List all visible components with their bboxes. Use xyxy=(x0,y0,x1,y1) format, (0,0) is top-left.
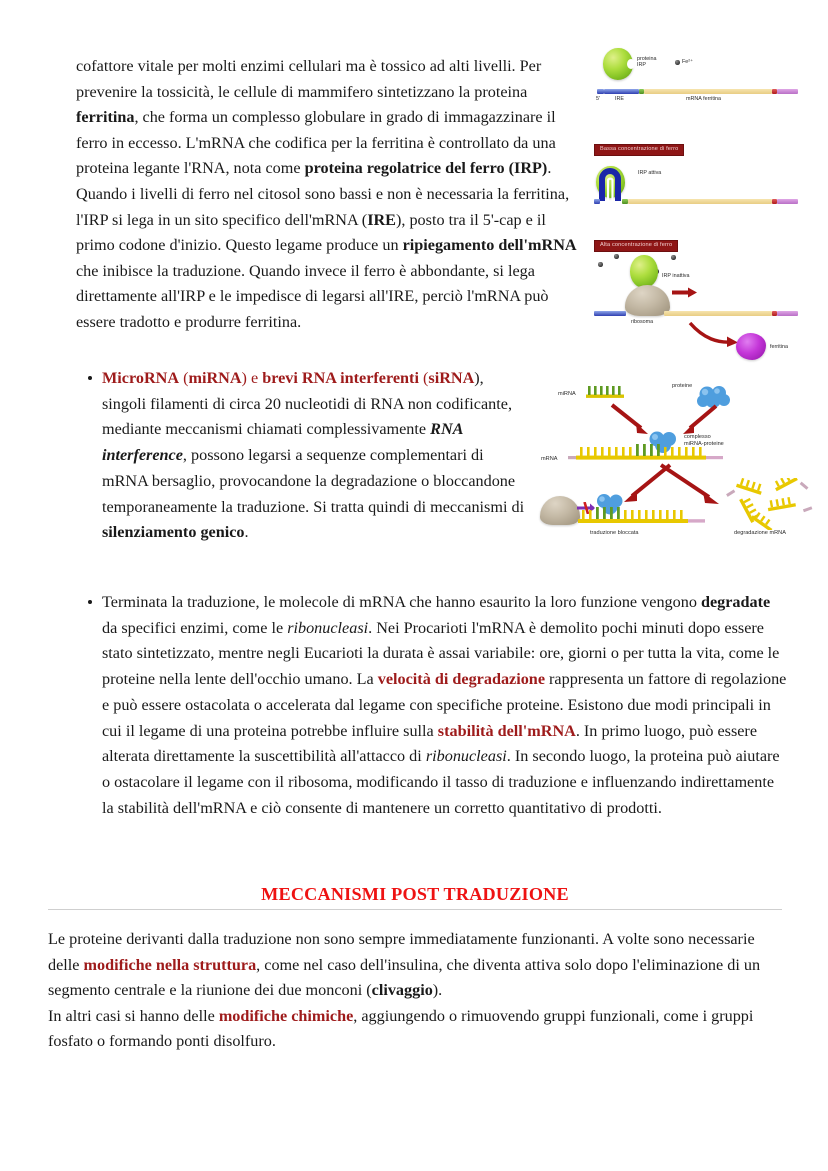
deg-red-stabilita: stabilità dell'mRNA xyxy=(437,721,576,740)
strand-ire-region xyxy=(604,89,639,94)
intro-bold-ripiegamento: ripiegamento dell'mRNA xyxy=(402,236,577,255)
ribosome-blocked-icon xyxy=(540,496,580,525)
figure-mirna-mechanism xyxy=(534,378,816,550)
intro-bold-irp: proteina regolatrice del ferro (IRP) xyxy=(304,159,548,178)
translation-direction-arrow-icon xyxy=(672,287,698,298)
figure-irp-ferritin xyxy=(594,45,802,350)
outro-p3: ). xyxy=(432,981,443,1000)
list-item-mirna xyxy=(102,366,526,546)
label-irp-attiva: IRP attiva xyxy=(638,170,662,176)
label-traduzione-bloccata: traduzione bloccata xyxy=(590,530,639,536)
outro-p5: , aggiungendo o rimuovendo gruppi funzionali, come i gruppi fosfato o formando ponti disolfuro. xyxy=(48,1006,754,1051)
deg-p4: rappresenta un fattore di regolazione e può essere ostacolata o accelerata dal legame con specifiche proteine. Esistono due modi principali in cui il legame di una proteina potrebbe influire sulla xyxy=(102,670,787,740)
bullet-list-degradation xyxy=(76,590,788,821)
red-mirna: miRNA xyxy=(188,369,242,387)
irp-binding-notch xyxy=(627,59,635,69)
strand-coding-region xyxy=(644,89,772,94)
strand-high-3utr xyxy=(777,311,798,316)
outro-red-struttura: modifiche nella struttura xyxy=(83,955,257,974)
label-irp-inattiva: IRP inattiva xyxy=(662,273,690,279)
strand-low-3utr xyxy=(777,199,798,204)
intro-part1: cofattore vitale per molti enzimi cellulari ma è tossico ad alti livelli. Per prevenire la tossicità, le cellule di mammifero sintetizzano la proteina xyxy=(76,57,542,101)
label-degradazione-mrna: degradazione mRNA xyxy=(734,530,786,536)
red-microrna: MicroRNA xyxy=(102,369,180,387)
intro-part5: che inibisce la traduzione. Quando invece il ferro è abbondante, si lega direttamente all'IRP e le impedisce di legarsi all'IRE, perciò l'mRNA può essere tradotto e produrre ferritina. xyxy=(76,261,549,331)
irp-inactive-blob-icon xyxy=(630,255,658,288)
bullet-mirna-text xyxy=(102,366,526,546)
bullet-mirna-block xyxy=(76,366,526,546)
list-item-degradation xyxy=(102,590,788,821)
plain-paren1: ( xyxy=(179,369,189,387)
red-sirna-label: brevi RNA interferenti xyxy=(262,369,419,387)
bold-rna-interference: RNA interference xyxy=(102,420,463,465)
deg-p2: da specifici enzimi, come le xyxy=(102,618,288,637)
deg-ital-ribonucleasi-2: ribonucleasi xyxy=(425,747,507,766)
mrna-hairpin-loop-icon xyxy=(594,163,636,203)
label-mrna-ferritina: mRNA ferritina xyxy=(686,96,722,102)
label-proteine: proteine xyxy=(672,383,693,389)
deg-p6: . In secondo luogo, la proteina può aiutare o ostacolare il legame con il ribosoma, modificando il tasso di traduzione e influenzando indirettamente la stabilità dell'mRNA e ciò consente di mantenere un corretto quantitativo di prodotti. xyxy=(102,747,780,817)
section-divider xyxy=(48,909,782,910)
tag-high-iron-concentration: Alta concentrazione di ferro xyxy=(594,240,678,252)
figure-irp-panel-low-iron xyxy=(594,137,802,217)
figure-irp-panel-free xyxy=(594,45,802,107)
label-complesso-mirna-proteine: complesso miRNA-proteine xyxy=(684,434,724,447)
red-sirna: siRNA xyxy=(428,369,475,387)
outro-p1: Le proteine derivanti dalla traduzione non sono sempre immediatamente funzionanti. A volte sono necessarie delle xyxy=(48,930,755,974)
bullet-degradation-block xyxy=(76,590,788,821)
deg-red-velocita: velocità di degradazione xyxy=(377,670,545,689)
iron-ion-dot-icon xyxy=(675,60,680,65)
strand-high-5prime-ire xyxy=(594,311,626,316)
label-five-prime: 5' xyxy=(596,96,601,102)
outro-paragraphs xyxy=(48,927,788,1055)
plain-paren3: ( xyxy=(418,369,429,387)
deg-bold-degradate: degradate xyxy=(700,593,771,611)
intro-part2: , che forma un complesso globulare in grado di immagazzinare il ferro in eccesso. L'mRNA che codifica per la ferritina è controllato da una proteina legante l'RNA, nota come xyxy=(76,108,556,178)
intro-part4: ), posto tra il 5'-cap e il primo codone d'inizio. Questo legame produce un xyxy=(76,210,546,255)
intro-bold-ire: IRE xyxy=(367,210,396,229)
deg-p1: Terminata la traduzione, le molecole di mRNA che hanno esaurito la loro funzione vengono xyxy=(102,593,701,611)
label-ire: IRE xyxy=(615,96,624,102)
mrna-blocked-strand-icon xyxy=(578,506,708,526)
label-mrna-main: mRNA xyxy=(541,456,558,462)
strand-3prime-utr xyxy=(777,89,798,94)
deg-ital-ribonucleasi-1: ribonucleasi xyxy=(287,618,369,637)
outro-paragraph-1 xyxy=(48,927,788,1004)
outro-paragraph-2 xyxy=(48,1004,788,1055)
mrna-degradation-fragments-icon xyxy=(724,478,814,530)
tag-low-iron-concentration: Bassa concentrazione di ferro xyxy=(594,144,684,156)
iron-dot-3-icon xyxy=(671,255,676,260)
deg-p3: . Nei Procarioti l'mRNA è demolito pochi minuti dopo essere stato sintetizzato, mentre negli Eucarioti la durata è assai variabile: ore, giorni o per tutta la vita, come le proteine nella lente dell'occhio umano. La xyxy=(102,618,780,689)
page-section-heading: MECCANISMI POST TRADUZIONE xyxy=(261,884,569,904)
iron-dot-2-icon xyxy=(614,254,619,259)
plain-paren2: ) e xyxy=(241,369,263,387)
label-ferritina: ferritina xyxy=(770,344,788,350)
iron-dot-1-icon xyxy=(598,262,603,267)
outro-bold-clivaggio: clivaggio xyxy=(371,981,433,1000)
label-mirna-strand: miRNA xyxy=(558,391,576,397)
outro-p2: , come nel caso dell'insulina, che diventa attiva solo dopo l'eliminazione di un segmento centrale e la riunione dei due monconi ( xyxy=(48,955,761,1000)
mirna-plain4: ), singoli filamenti di circa 20 nucleotidi di RNA non codificante, mediante meccanismi chiamati complessivamente xyxy=(102,369,512,439)
label-ribosoma: ribosoma xyxy=(631,319,654,325)
intro-bold-ferritina: ferritina xyxy=(76,108,135,127)
label-fe-ion: Fe²⁺ xyxy=(682,59,693,65)
bullet-degradation-text xyxy=(102,590,788,821)
label-protein-irp: proteina IRP xyxy=(637,56,657,69)
intro-part3: . Quando i livelli di ferro nel citosol sono bassi e non è necessaria la ferritina, l'IRP si lega in un sito specifico dell'mRNA ( xyxy=(76,159,570,229)
intro-paragraph xyxy=(76,54,588,336)
outro-red-chimiche: modifiche chimiche xyxy=(218,1006,354,1025)
mirna-strand-icon xyxy=(586,386,624,399)
bold-silenziamento-genico: silenziamento genico xyxy=(102,523,245,542)
branch-right-arrow-icon xyxy=(659,463,723,507)
protein-to-complex-arrow-icon xyxy=(680,404,720,437)
strand-high-coding xyxy=(664,311,772,316)
bullet-list-mirna xyxy=(76,366,526,546)
mrna-strand-main-icon xyxy=(568,443,723,463)
strand-5prime-cap xyxy=(597,89,604,94)
ferritin-protein-icon xyxy=(736,333,766,360)
outro-p4: In altri casi si hanno delle xyxy=(48,1006,219,1025)
mirna-plain5: , possono legarsi a sequenze complementari di mRNA bersaglio, provocandone la degradazione o bloccandone temporaneamente la traduzione. Si tratta quindi di meccanismi di xyxy=(102,446,525,516)
strand-low-5prime xyxy=(594,199,600,204)
deg-p5: . In primo luogo, può essere alterata direttamente la suscettibilità all'attacco di xyxy=(102,721,758,766)
figure-irp-panel-high-iron xyxy=(594,233,802,350)
mirna-plain6: . xyxy=(244,523,249,542)
strand-low-coding xyxy=(628,199,772,204)
